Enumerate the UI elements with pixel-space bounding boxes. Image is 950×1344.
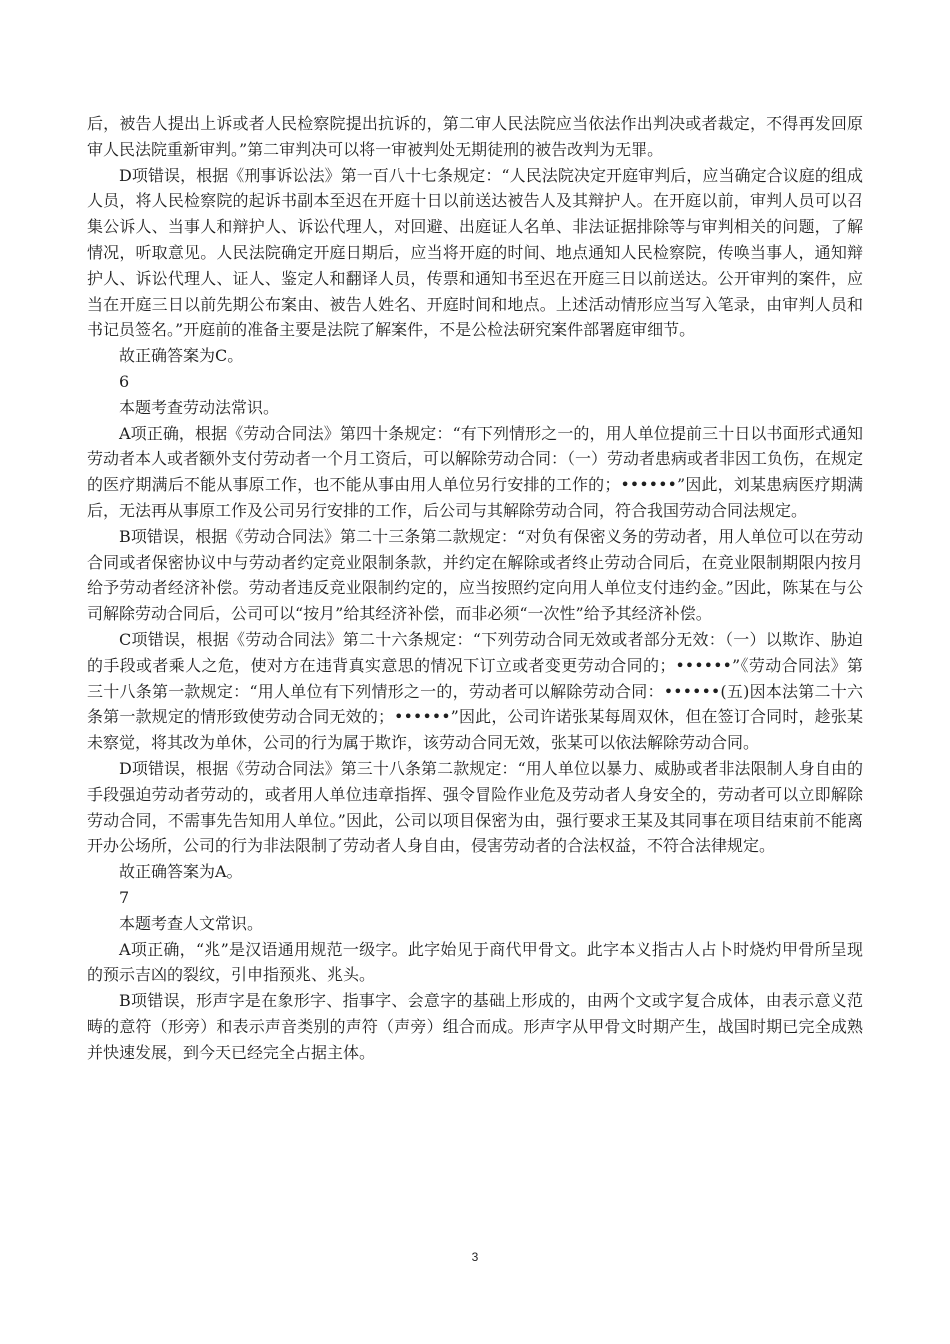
paragraph-8: C项错误，根据《劳动合同法》第二十六条规定：“下列劳动合同无效或者部分无效：（一）以欺诈、胁迫的手段或者乘人之危，使对方在违背真实意思的情况下订立或者变更劳动合同的；••••••”《劳动合同法》第三十八条第一款规定：“用人单位有下列情形之一的，劳动者可以解除劳动合同：••••••(五)因本法第二十六条第一款规定的情形致使劳动合同无效的；••••••”因此，公司许诺张某每周双休，但在签订合同时，趁张某未察觉，将其改为单休，公司的行为属于欺诈，该劳动合同无效，张某可以依法解除劳动合同。: [87, 629, 863, 753]
paragraph-14: B项错误，形声字是在象形字、指事字、会意字的基础上形成的，由两个文或字复合成体，由表示意义范畴的意符（形旁）和表示声音类别的声符（声旁）组合而成。形声字从甲骨文时期产生，战国时期已完全成熟并快速发展，到今天已经完全占据主体。: [87, 991, 863, 1062]
paragraph-6: A项正确，根据《劳动合同法》第四十条规定：“有下列情形之一的，用人单位提前三十日以书面形式通知劳动者本人或者额外支付劳动者一个月工资后，可以解除劳动合同：（一）劳动者患病或者非因工负伤，在规定的医疗期满后不能从事原工作，也不能从事由用人单位另行安排的工作的；••••••”因此，刘某患病医疗期满后，无法再从事原工作及公司另行安排的工作，后公司与其解除劳动合同，符合我国劳动合同法规定。: [87, 423, 864, 520]
paragraph-1: 后，被告人提出上诉或者人民检察院提出抗诉的，第二审人民法院应当依法作出判决或者裁定，不得再发回原审人民法院重新审判。”第二审判决可以将一审被判处无期徒刑的被告改判为无罪。: [87, 114, 863, 159]
page-number: 3: [471, 1250, 479, 1264]
paragraph-7: B项错误，根据《劳动合同法》第二十三条第二款规定：“对负有保密义务的劳动者，用人单位可以在劳动合同或者保密协议中与劳动者约定竞业限制条款，并约定在解除或者终止劳动合同后，在竞业限制期限内按月给予劳动者经济补偿。劳动者违反竞业限制约定的，应当按照约定向用人单位支付违约金。”因此，陈某在与公司解除劳动合同后，公司可以“按月”给其经济补偿，而非必须“一次性”给予其经济补偿。: [87, 526, 863, 624]
paragraph-12: 本题考查人文常识。: [119, 913, 264, 933]
paragraph-4: 6: [119, 371, 130, 391]
document-body: [87, 111, 863, 1065]
paragraph-2: D项错误，根据《刑事诉讼法》第一百八十七条规定：“人民法院决定开庭审判后，应当确定合议庭的组成人员，将人民检察院的起诉书副本至迟在开庭十日以前送达被告人及其辩护人。在开庭以前，审判人员可以召集公诉人、当事人和辩护人、诉讼代理人，对回避、出庭证人名单、非法证据排除等与审判相关的问题，了解情况，听取意见。人民法院确定开庭日期后，应当将开庭的时间、地点通知人民检察院，传唤当事人，通知辩护人、诉讼代理人、证人、鉴定人和翻译人员，传票和通知书至迟在开庭三日以前送达。公开审判的案件，应当在开庭三日以前先期公布案由、被告人姓名、开庭时间和地点。上述活动情形应当写入笔录，由审判人员和书记员签名。”开庭前的准备主要是法院了解案件，不是公检法研究案件部署庭审细节。: [87, 165, 863, 340]
paragraph-10: 故正确答案为A。: [119, 862, 243, 882]
paragraph-5: 本题考查劳动法常识。: [119, 397, 280, 417]
paragraph-13: A项正确，“兆”是汉语通用规范一级字。此字始见于商代甲骨文。此字本义指古人占卜时烧灼甲骨所呈现的预示吉凶的裂纹，引申指预兆、兆头。: [87, 939, 863, 985]
paragraph-3: 故正确答案为C。: [119, 346, 244, 366]
paragraph-9: D项错误，根据《劳动合同法》第三十八条第二款规定：“用人单位以暴力、威胁或者非法限制人身自由的手段强迫劳动者劳动的，或者用人单位违章指挥、强令冒险作业危及劳动者人身安全的，劳动者可以立即解除劳动合同，不需事先告知用人单位。”因此，公司以项目保密为由，强行要求王某及其同事在项目结束前不能离开办公场所，公司的行为非法限制了劳动者人身自由，侵害劳动者的合法权益，不符合法律规定。: [87, 758, 863, 856]
paragraph-11: 7: [119, 887, 130, 907]
